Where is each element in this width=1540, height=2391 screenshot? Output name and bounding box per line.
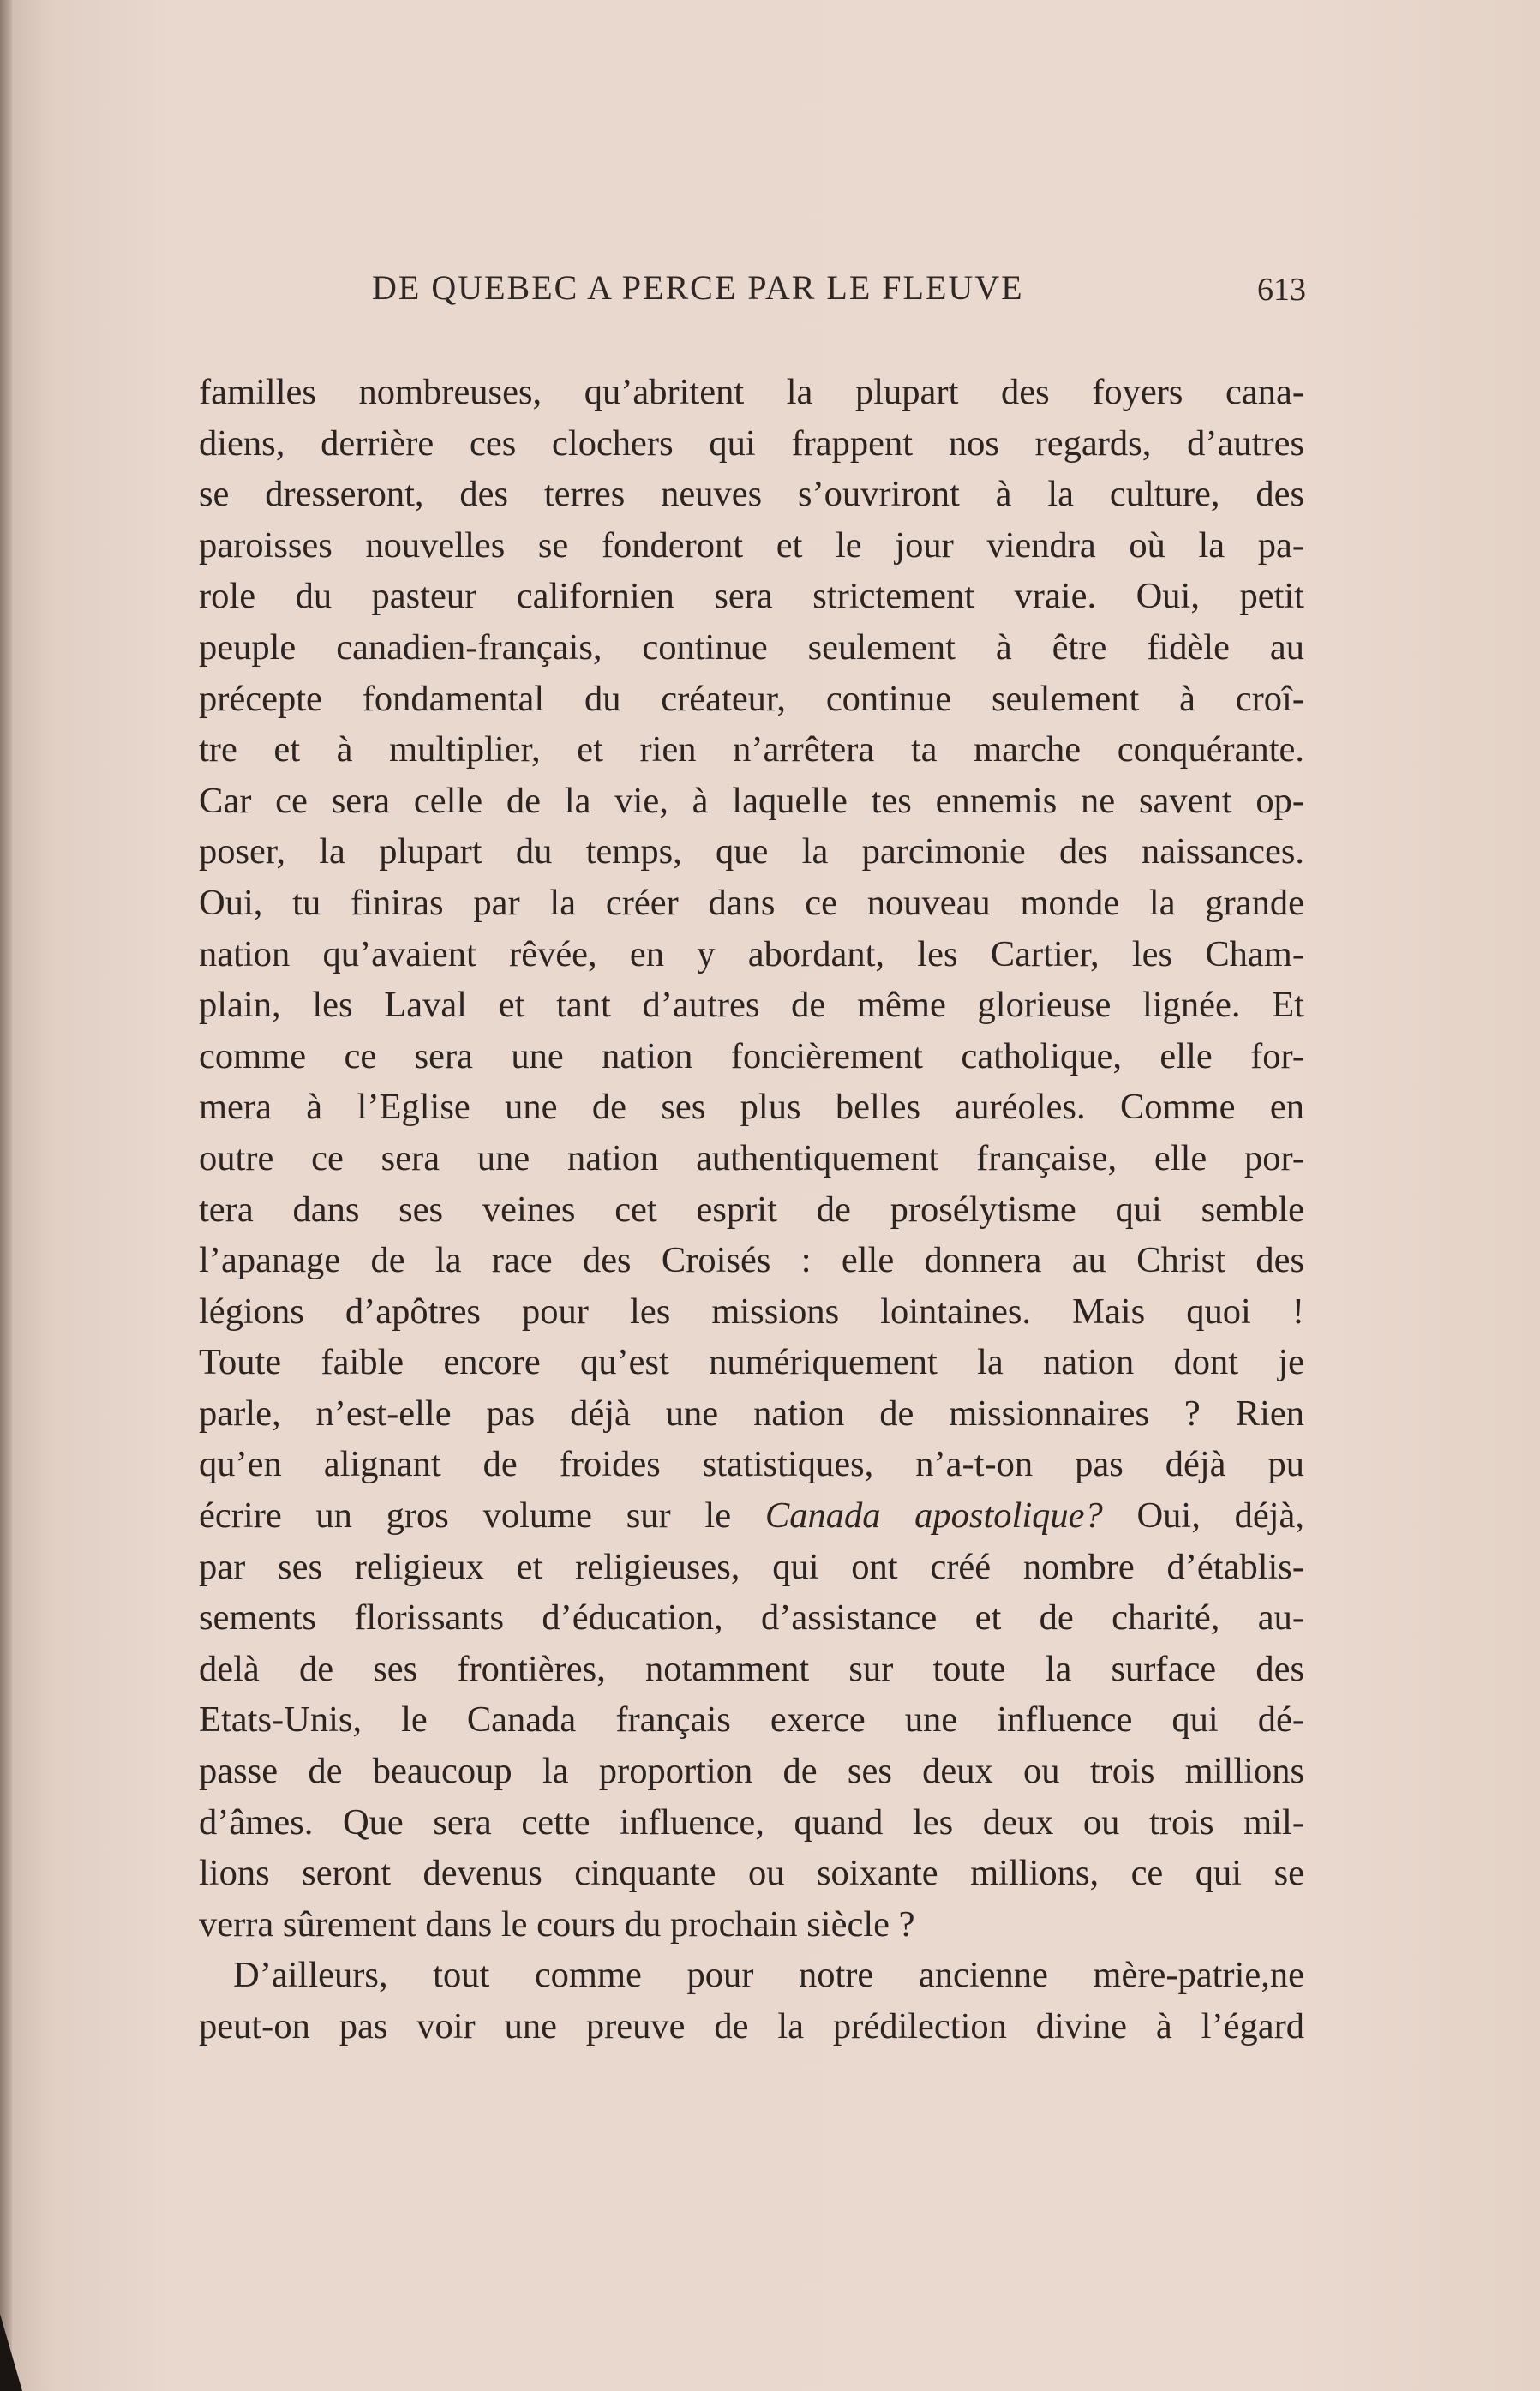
text-line: précepte fondamental du créateur, continue seulement à croî- <box>199 678 1304 719</box>
text-line: d’âmes. Que sera cette influence, quand les deux ou trois mil- <box>199 1801 1304 1843</box>
italic-title: Canada apostolique? <box>764 1495 1103 1537</box>
text-line: passe de beaucoup la proportion de ses deux ou trois millions <box>199 1751 1304 1792</box>
running-head: DE QUEBEC A PERCE PAR LE FLEUVE <box>372 268 1024 307</box>
text-line: delà de ses frontières, notamment sur toute la surface des <box>199 1648 1304 1689</box>
text-line: Toute faible encore qu’est numériquement la nation dont je <box>199 1342 1304 1383</box>
paragraph-last-line: verra sûrement dans le cours du prochain siècle ? <box>199 1903 915 1945</box>
page-header <box>372 267 1306 319</box>
text-line: Oui, tu finiras par la créer dans ce nouveau monde la grande <box>199 882 1304 923</box>
text-line: comme ce sera une nation foncièrement catholique, elle for- <box>199 1035 1304 1076</box>
text-line: se dresseront, des terres neuves s’ouvriront à la culture, des <box>199 474 1304 515</box>
body-text <box>199 367 1304 2052</box>
text-line: familles nombreuses, qu’abritent la plupart des foyers cana- <box>199 372 1304 412</box>
text-line: par ses religieux et religieuses, qui ont créé nombre d’établis- <box>199 1546 1304 1587</box>
text-segment: Oui, déjà, <box>1102 1495 1304 1537</box>
text-line: plain, les Laval et tant d’autres de même glorieuse lignée. Et <box>199 985 1304 1026</box>
text-line: mera à l’Eglise une de ses plus belles auréoles. Comme en <box>199 1087 1304 1128</box>
text-line: tre et à multiplier, et rien n’arrêtera ta marche conquérante. <box>199 729 1304 770</box>
paragraph-first-line: D’ailleurs, tout comme pour notre ancienne mère-patrie,ne <box>233 1955 1304 1996</box>
text-line: l’apanage de la race des Croisés : elle donnera au Christ des <box>199 1240 1304 1281</box>
text-line: Etats-Unis, le Canada français exerce une influence qui dé- <box>199 1699 1304 1741</box>
text-line: role du pasteur californien sera strictement vraie. Oui, petit <box>199 576 1304 617</box>
text-line: parle, n’est-elle pas déjà une nation de missionnaires ? Rien <box>199 1393 1304 1434</box>
text-line: sements florissants d’éducation, d’assistance et de charité, au- <box>199 1597 1304 1639</box>
page-gutter-shadow <box>0 0 12 2391</box>
text-line: légions d’apôtres pour les missions lointaines. Mais quoi ! <box>199 1291 1304 1332</box>
text-line: qu’en alignant de froides statistiques, n’a-t-on pas déjà pu <box>199 1444 1304 1485</box>
page-corner-mark <box>0 2314 22 2391</box>
text-line: Car ce sera celle de la vie, à laquelle tes ennemis ne savent op- <box>199 780 1304 821</box>
text-line: paroisses nouvelles se fonderont et le jour viendra où la pa- <box>199 524 1304 566</box>
text-line: peuple canadien-français, continue seulement à être fidèle au <box>199 626 1304 668</box>
text-line: nation qu’avaient rêvée, en y abordant, les Cartier, les Cham- <box>199 933 1304 974</box>
text-line-with-italic <box>199 1490 1304 1542</box>
text-segment: écrire un gros volume sur le <box>199 1495 765 1537</box>
text-line: diens, derrière ces clochers qui frappent nos regards, d’autres <box>199 422 1304 464</box>
text-line: lions seront devenus cinquante ou soixante millions, ce qui se <box>199 1853 1304 1894</box>
text-line: tera dans ses veines cet esprit de prosélytisme qui semble <box>199 1189 1304 1230</box>
text-line: outre ce sera une nation authentiquement française, elle por- <box>199 1137 1304 1178</box>
text-line: peut-on pas voir une preuve de la prédilection divine à l’égard <box>199 2006 1304 2046</box>
page-number: 613 <box>1257 272 1306 308</box>
text-line: poser, la plupart du temps, que la parcimonie des naissances. <box>199 831 1304 872</box>
